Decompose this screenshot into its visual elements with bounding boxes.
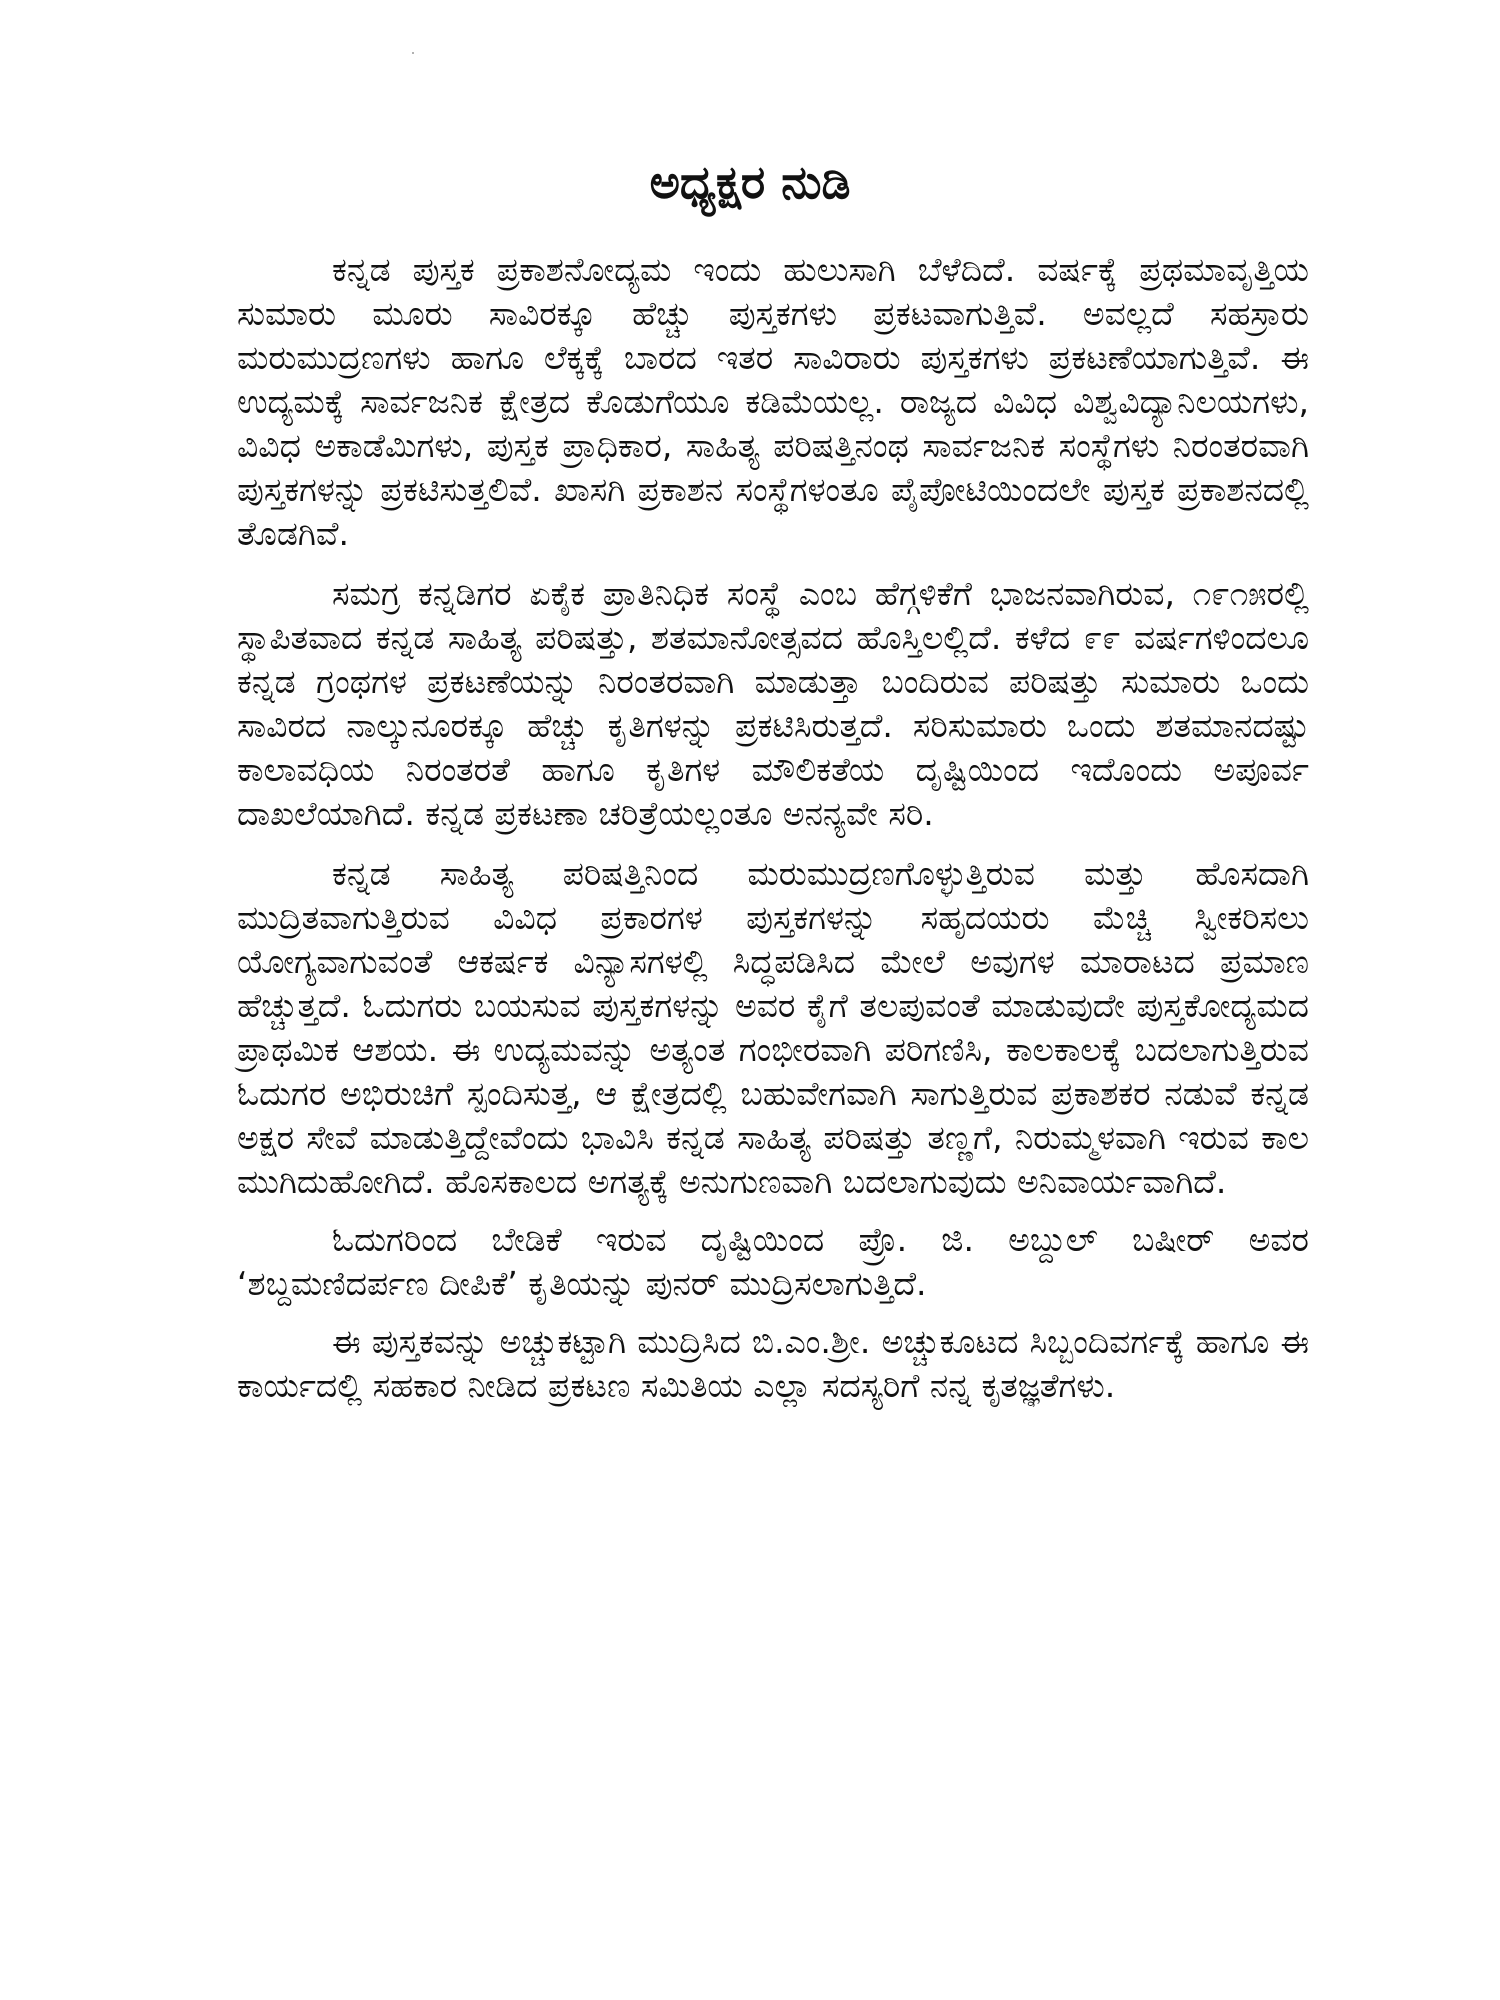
paragraph: ಓದುಗರಿಂದ ಬೇಡಿಕೆ ಇರುವ ದೃಷ್ಟಿಯಿಂದ ಪ್ರೊ. ಜಿ. ಅಬ್ದುಲ್ ಬಷೀರ್ ಅವರ ‘ಶಬ್ದಮಣಿದರ್ಪಣ ದೀಪಿಕೆ’ ಕೃತಿಯನ್ನು ಪುನರ್ ಮುದ್ರಿಸಲಾಗುತ್ತಿದೆ. xyxy=(237,1220,1309,1303)
paragraph: ಕನ್ನಡ ಪುಸ್ತಕ ಪ್ರಕಾಶನೋದ್ಯಮ ಇಂದು ಹುಲುಸಾಗಿ ಬೆಳೆದಿದೆ. ವರ್ಷಕ್ಕೆ ಪ್ರಥಮಾವೃತ್ತಿಯ ಸುಮಾರು ಮೂರು ಸಾವಿರಕ್ಕೂ ಹೆಚ್ಚು ಪುಸ್ತಕಗಳು ಪ್ರಕಟವಾಗುತ್ತಿವೆ. ಅವಲ್ಲದೆ ಸಹಸ್ರಾರು ಮರುಮುದ್ರಣಗಳು ಹಾಗೂ ಲೆಕ್ಕಕ್ಕೆ ಬಾರದ ಇತರ ಸಾವಿರಾರು ಪುಸ್ತಕಗಳು ಪ್ರಕಟಣೆಯಾಗುತ್ತಿವೆ. ಈ ಉದ್ಯಮಕ್ಕೆ ಸಾರ್ವಜನಿಕ ಕ್ಷೇತ್ರದ ಕೊಡುಗೆಯೂ ಕಡಿಮೆಯಲ್ಲ. ರಾಜ್ಯದ ವಿವಿಧ ವಿಶ್ವವಿದ್ಯಾನಿಲಯಗಳು, ವಿವಿಧ ಅಕಾಡೆಮಿಗಳು, ಪುಸ್ತಕ ಪ್ರಾಧಿಕಾರ, ಸಾಹಿತ್ಯ ಪರಿಷತ್ತಿನಂಥ ಸಾರ್ವಜನಿಕ ಸಂಸ್ಥೆಗಳು ನಿರಂತರವಾಗಿ ಪುಸ್ತಕಗಳನ್ನು ಪ್ರಕಟಿಸುತ್ತಲಿವೆ. ಖಾಸಗಿ ಪ್ರಕಾಶನ ಸಂಸ್ಥೆಗಳಂತೂ ಪೈಪೋಟಿಯಿಂದಲೇ ಪುಸ್ತಕ ಪ್ರಕಾಶನದಲ್ಲಿ ತೊಡಗಿವೆ. xyxy=(237,250,1309,553)
body-text xyxy=(237,248,1309,1408)
paragraph: ಕನ್ನಡ ಸಾಹಿತ್ಯ ಪರಿಷತ್ತಿನಿಂದ ಮರುಮುದ್ರಣಗೊಳ್ಳುತ್ತಿರುವ ಮತ್ತು ಹೊಸದಾಗಿ ಮುದ್ರಿತವಾಗುತ್ತಿರುವ ವಿವಿಧ ಪ್ರಕಾರಗಳ ಪುಸ್ತಕಗಳನ್ನು ಸಹೃದಯರು ಮೆಚ್ಚಿ ಸ್ವೀಕರಿಸಲು ಯೋಗ್ಯವಾಗುವಂತೆ ಆಕರ್ಷಕ ವಿನ್ಯಾಸಗಳಲ್ಲಿ ಸಿದ್ಧಪಡಿಸಿದ ಮೇಲೆ ಅವುಗಳ ಮಾರಾಟದ ಪ್ರಮಾಣ ಹೆಚ್ಚುತ್ತದೆ. ಓದುಗರು ಬಯಸುವ ಪುಸ್ತಕಗಳನ್ನು ಅವರ ಕೈಗೆ ತಲಪುವಂತೆ ಮಾಡುವುದೇ ಪುಸ್ತಕೋದ್ಯಮದ ಪ್ರಾಥಮಿಕ ಆಶಯ. ಈ ಉದ್ಯಮವನ್ನು ಅತ್ಯಂತ ಗಂಭೀರವಾಗಿ ಪರಿಗಣಿಸಿ, ಕಾಲಕಾಲಕ್ಕೆ ಬದಲಾಗುತ್ತಿರುವ ಓದುಗರ ಅಭಿರುಚಿಗೆ ಸ್ಪಂದಿಸುತ್ತ, ಆ ಕ್ಷೇತ್ರದಲ್ಲಿ ಬಹುವೇಗವಾಗಿ ಸಾಗುತ್ತಿರುವ ಪ್ರಕಾಶಕರ ನಡುವೆ ಕನ್ನಡ ಅಕ್ಷರ ಸೇವೆ ಮಾಡುತ್ತಿದ್ದೇವೆಂದು ಭಾವಿಸಿ ಕನ್ನಡ ಸಾಹಿತ್ಯ ಪರಿಷತ್ತು ತಣ್ಣಗೆ, ನಿರುಮ್ಮಳವಾಗಿ ಇರುವ ಕಾಲ ಮುಗಿದುಹೋಗಿದೆ. ಹೊಸಕಾಲದ ಅಗತ್ಯಕ್ಕೆ ಅನುಗುಣವಾಗಿ ಬದಲಾಗುವುದು ಅನಿವಾರ್ಯವಾಗಿದೆ. xyxy=(237,854,1309,1201)
page-title: ಅಧ್ಯಕ್ಷರ ನುಡಿ xyxy=(649,155,851,209)
paragraph: ಈ ಪುಸ್ತಕವನ್ನು ಅಚ್ಚುಕಟ್ಟಾಗಿ ಮುದ್ರಿಸಿದ ಬಿ.ಎಂ.ಶ್ರೀ. ಅಚ್ಚುಕೂಟದ ಸಿಬ್ಬಂದಿವರ್ಗಕ್ಕೆ ಹಾಗೂ ಈ ಕಾರ್ಯದಲ್ಲಿ ಸಹಕಾರ ನೀಡಿದ ಪ್ರಕಟಣ ಸಮಿತಿಯ ಎಲ್ಲಾ ಸದಸ್ಯರಿಗೆ ನನ್ನ ಕೃತಜ್ಞತೆಗಳು. xyxy=(237,1322,1309,1405)
paragraph: ಸಮಗ್ರ ಕನ್ನಡಿಗರ ಏಕೈಕ ಪ್ರಾತಿನಿಧಿಕ ಸಂಸ್ಥೆ ಎಂಬ ಹೆಗ್ಗಳಿಕೆಗೆ ಭಾಜನವಾಗಿರುವ, ೧೯೧೫ರಲ್ಲಿ ಸ್ಥಾಪಿತವಾದ ಕನ್ನಡ ಸಾಹಿತ್ಯ ಪರಿಷತ್ತು, ಶತಮಾನೋತ್ಸವದ ಹೊಸ್ತಿಲಲ್ಲಿದೆ. ಕಳೆದ ೯೯ ವರ್ಷಗಳಿಂದಲೂ ಕನ್ನಡ ಗ್ರಂಥಗಳ ಪ್ರಕಟಣೆಯನ್ನು ನಿರಂತರವಾಗಿ ಮಾಡುತ್ತಾ ಬಂದಿರುವ ಪರಿಷತ್ತು ಸುಮಾರು ಒಂದು ಸಾವಿರದ ನಾಲ್ಕುನೂರಕ್ಕೂ ಹೆಚ್ಚು ಕೃತಿಗಳನ್ನು ಪ್ರಕಟಿಸಿರುತ್ತದೆ. ಸರಿಸುಮಾರು ಒಂದು ಶತಮಾನದಷ್ಟು ಕಾಲಾವಧಿಯ ನಿರಂತರತೆ ಹಾಗೂ ಕೃತಿಗಳ ಮೌಲಿಕತೆಯ ದೃಷ್ಟಿಯಿಂದ ಇದೊಂದು ಅಪೂರ್ವ ದಾಖಲೆಯಾಗಿದೆ. ಕನ್ನಡ ಪ್ರಕಟಣಾ ಚರಿತ್ರೆಯಲ್ಲಂತೂ ಅನನ್ಯವೇ ಸರಿ. xyxy=(237,574,1309,833)
scan-speck xyxy=(412,52,414,54)
